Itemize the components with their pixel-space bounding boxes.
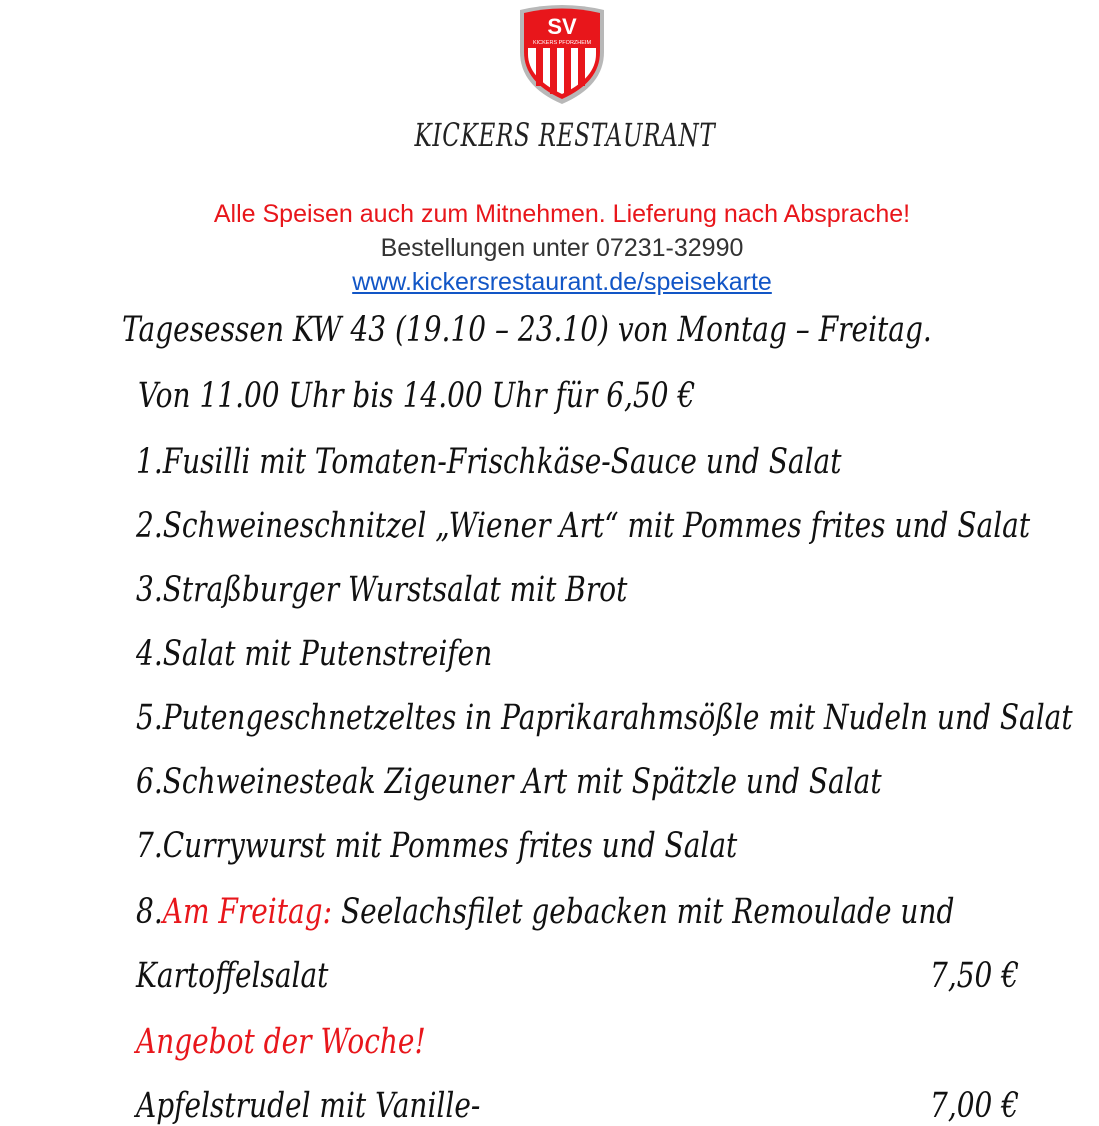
restaurant-title: KICKERS RESTAURANT	[414, 116, 716, 154]
friday-dish: Seelachsfilet gebacken mit Remoulade und	[340, 892, 955, 932]
offer-item-partial: Apfelstrudel mit Vanille-	[136, 1086, 481, 1126]
friday-price: 7,50 €	[930, 956, 1020, 996]
menu-item: 4.Salat mit Putenstreifen	[136, 634, 493, 674]
friday-label: Am Freitag:	[162, 892, 333, 932]
menu-item: 6.Schweinesteak Zigeuner Art mit Spätzle und Salat	[136, 762, 882, 802]
menu-item: 3.Straßburger Wurstsalat mit Brot	[136, 570, 628, 610]
friday-number: 8.	[136, 892, 163, 932]
order-phone: Bestellungen unter 07231-32990	[380, 234, 744, 262]
menu-item: 5.Putengeschnetzeltes in Paprikarahmsößle mit Nudeln und Salat	[136, 698, 1073, 738]
takeaway-notice: Alle Speisen auch zum Mitnehmen. Lieferung nach Absprache!	[213, 200, 911, 228]
menu-item: 2.Schweineschnitzel „Wiener Art“ mit Pommes frites und Salat	[136, 506, 1031, 546]
friday-dish-continued: Kartoffelsalat	[136, 956, 329, 996]
offer-price-partial: 7,00 €	[930, 1086, 1020, 1126]
offer-of-week-label: Angebot der Woche!	[136, 1022, 426, 1062]
menu-headline: Tagesessen KW 43 (19.10 – 23.10) von Montag – Freitag.	[122, 310, 932, 350]
menu-time-price: Von 11.00 Uhr bis 14.00 Uhr für 6,50 €	[138, 376, 696, 416]
logo-club-text: KICKERS PFORZHEIM	[532, 40, 592, 46]
menu-website-link[interactable]: www.kickersrestaurant.de/speisekarte	[352, 268, 772, 296]
logo-sv-text: SV	[547, 14, 577, 39]
sv-kickers-logo	[514, 4, 610, 106]
menu-item: 7.Currywurst mit Pommes frites und Salat	[136, 826, 738, 866]
menu-item: 1.Fusilli mit Tomaten-Frischkäse-Sauce und Salat	[136, 442, 842, 482]
friday-item	[136, 892, 954, 932]
